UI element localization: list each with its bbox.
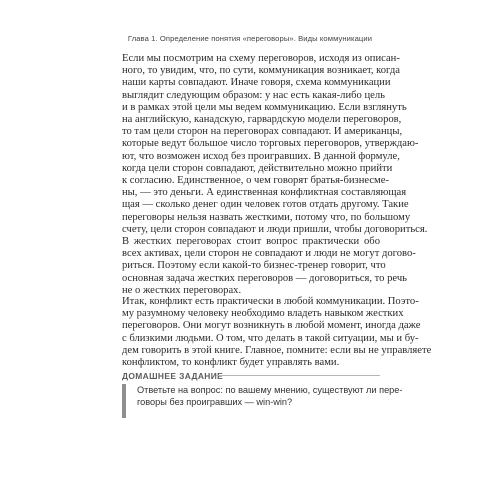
text-line: ного, то увидим, что, по сути, коммуникация возникает, когда [122, 65, 400, 77]
text-line: конфликтом, то конфликт будет управлять вами. [122, 357, 340, 369]
text-line: переговоров. Они могут возникнуть в любой момент, иногда даже [122, 320, 421, 332]
text-line: счету, цели сторон совпадают и люди пришли, чтобы договориться. [122, 223, 428, 235]
text-line: наши карты совпадают. Иначе говоря, схема коммуникации [122, 77, 391, 89]
text-line: не о жестких переговорах. [122, 284, 242, 296]
text-line: и в рамках этой цели мы ведем коммуникацию. Если взглянуть [122, 101, 407, 113]
homework-title: ДОМАШНЕЕ ЗАДАНИЕ [122, 371, 224, 381]
homework-divider [216, 375, 380, 376]
text-line: когда цели сторон совпадают, действительно можно прийти [122, 162, 393, 174]
text-line: которые ведут большое число торговых переговоров, утверждаю- [122, 138, 419, 150]
text-line: основная задача жестких переговоров — договориться, то речь [122, 272, 407, 284]
paragraph-1 [122, 53, 428, 297]
text-line: всех активах, цели сторон не совпадают и люди не могут догово- [122, 248, 416, 260]
text-line: Итак, конфликт есть практически в любой коммуникации. Поэто- [122, 296, 419, 307]
text-line: переговоры нельзя назвать жесткими, потому что, по большому [122, 211, 411, 223]
text-line: му разумному человеку необходимо владеть навыком жестких [122, 308, 404, 320]
text-line: ны, — это деньги. А единственная конфликтная составляющая [122, 187, 407, 199]
text-line: риться. Поэтому если какой-то бизнес-тренер говорит, что [122, 260, 386, 272]
text-line: В жестких переговорах стоит вопрос практически обо [122, 236, 380, 248]
text-line: Если мы посмотрим на схему переговоров, исходя из описан- [122, 53, 400, 64]
paragraph-2 [122, 296, 432, 369]
homework-accent-bar [122, 384, 126, 418]
text-line: щая — сколько денег один человек готов отдать другому. Такие [122, 199, 409, 211]
running-head: Глава 1. Определение понятия «переговоры». Виды коммуникации [127, 34, 373, 43]
text-line: говоры без проигравших — win-win? [137, 397, 293, 408]
text-line: с близкими людьми. О том, что делать в такой ситуации, мы и бу- [122, 332, 419, 344]
text-line: на английскую, канадскую, гарвардскую модели переговоров, [122, 114, 402, 126]
text-line: выглядит следующим образом: у нас есть какая-либо цель [122, 89, 385, 101]
text-line: ют, что возможен исход без проигравших. В данной формуле, [122, 150, 400, 162]
text-line: к согласию. Единственное, о чем говорят братья-бизнесме- [122, 175, 389, 187]
homework-question [137, 384, 403, 408]
text-line: то там цели сторон на переговорах совпадают. И американцы, [122, 126, 403, 138]
text-line: дем говорить в этой книге. Главное, помните: если вы не управляете [122, 344, 432, 356]
text-line: Ответьте на вопрос: по вашему мнению, существуют ли пере- [137, 385, 403, 395]
